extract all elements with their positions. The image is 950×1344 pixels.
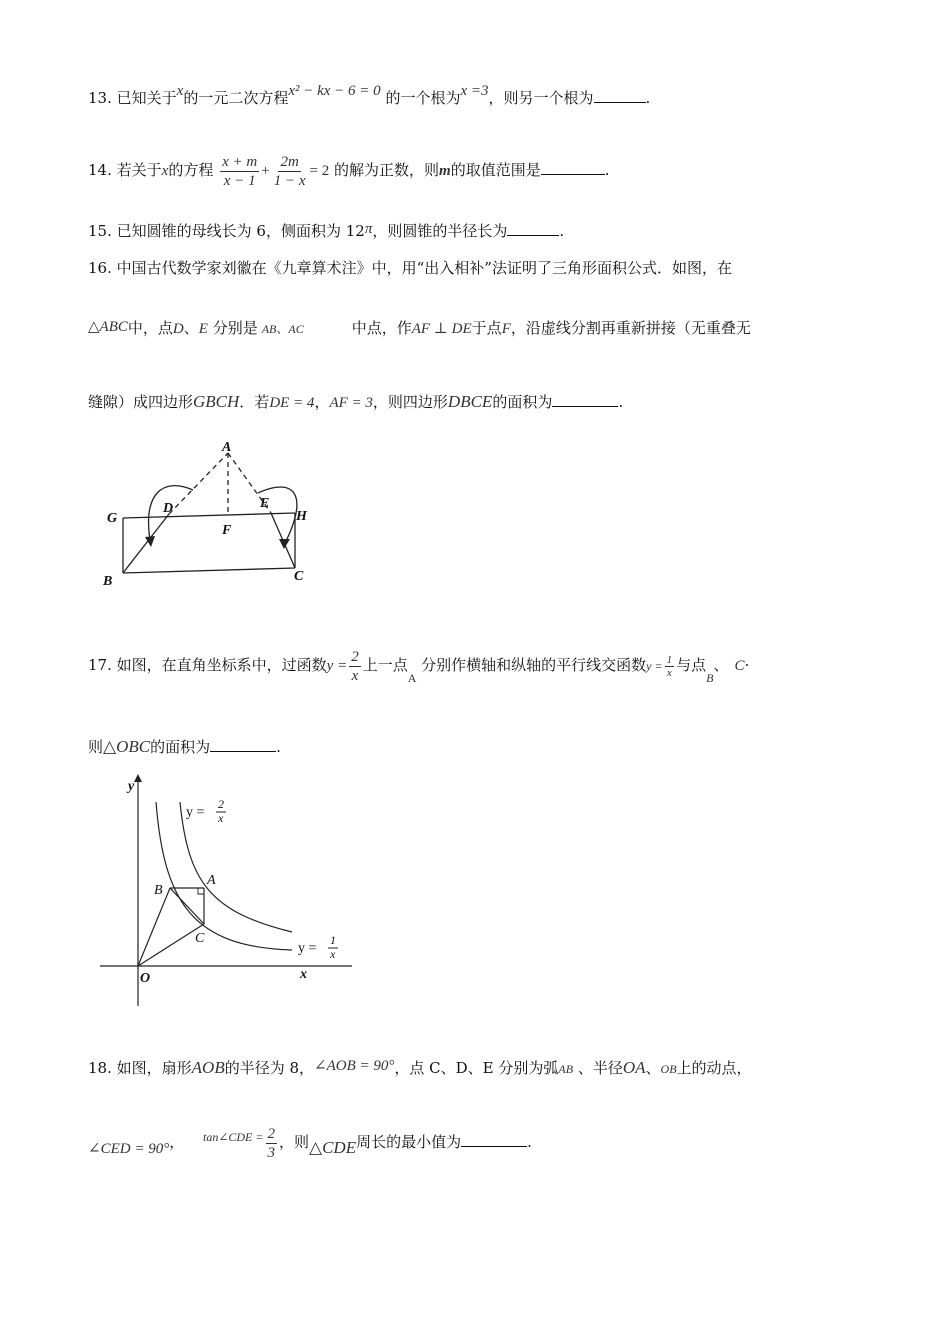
arrow-right-head [279,539,290,549]
label-c: C [294,569,304,584]
segment-bd [123,514,169,573]
curve-y-1-over-x [156,802,292,950]
origin-label: O [140,971,151,986]
segment-ob [138,888,170,966]
label-d: D [163,501,174,516]
y-axis-arrow [134,774,142,782]
question-16-line-3: 缝隙）成四边形GBCH．若DE = 4，AF = 3，则四边形DBCE的面积为 . [88,392,624,411]
label-f: F [222,523,232,538]
question-16-line-1: 16. 中国古代数学家刘徽在《九章算术注》中，用“出入相补”法证明了三角形面积公式．如图，在 [88,259,732,277]
question-17-line-2: 则△OBC的面积为 . [88,737,281,756]
q16-number: 16. [88,259,112,277]
question-15: 15. 已知圆锥的母线长为 6，侧面积为 12π，则圆锥的半径长为 . [88,221,565,240]
curve-2-label: y = [186,805,205,820]
label-b: B [154,883,163,898]
q14-fraction-2: $\frac{2m}{1 - x}$ [273,153,306,189]
answer-blank [507,221,559,236]
q17-fraction-2: $\frac{1}{x}$ [666,653,673,679]
curve-y-2-over-x [180,802,292,932]
segment-bc [123,568,295,573]
q17-figure [92,772,352,1012]
question-16-line-2: △ABC中，点D、E 分别是 AB、AC 中点，作AF ⊥ DE于点F，沿虚线分割再重新拼接（无重叠无 [88,319,751,337]
q13-number: 13. [88,89,112,107]
label-b: B [103,574,113,589]
answer-blank [461,1132,527,1147]
q17-fraction-1: $\frac{2}{x}$ [351,648,359,684]
label-e: E [260,496,270,511]
arrow-left-head [145,536,155,547]
curve-1-label: y = [298,941,317,956]
answer-blank [210,737,276,752]
segment-ad-dashed [169,453,228,514]
q14-fraction-1: $\frac{x + m}{x - 1}$ [222,153,258,189]
label-a: A [207,873,216,888]
q15-number: 15. [88,222,112,240]
q18-number: 18. [88,1059,112,1077]
right-angle-mark [198,888,204,894]
segment-bc [170,888,204,924]
curve-2-den: x [218,811,224,825]
answer-blank [541,160,605,175]
y-axis-label: y [128,779,135,794]
curve-1-num: 1 [330,933,336,947]
label-c: C [195,931,205,946]
q18-fraction: $\frac{2}{3}$ [267,1125,275,1161]
curve-1-den: x [330,947,336,961]
answer-blank [552,392,618,407]
x-axis-label: x [300,967,307,982]
answer-blank [594,88,646,103]
q14-number: 14. [88,161,112,179]
q17-number: 17. [88,656,112,674]
q13-equation: x² − kx − 6 = 0 [288,83,381,99]
label-a: A [222,440,232,455]
curve-2-num: 2 [218,797,224,811]
label-h: H [296,509,307,524]
question-14: 14. 若关于x的方程 $\frac{x + m}{x - 1}$ + $\frac{2m}{1 - x}$ = 2 的解为正数，则m的取值范围是 . [88,153,610,189]
question-18-line-1: 18. 如图，扇形AOB的半径为 8，∠AOB = 90°，点 C、D、E 分别为弧AB 、半径OA、OB上的动点， [88,1058,752,1077]
question-18-line-2: ∠CED = 90°， $^{tan\angle CDE =}$ $\frac{2}{3}$ ，则△CDE周长的最小值为 . [88,1125,532,1161]
label-g: G [107,511,118,526]
question-13: 13. 已知关于x的一元二次方程x² − kx − 6 = 0 的一个根为x =3，则另一个根为 . [88,83,651,107]
question-17-line-1: 17. 如图，在直角坐标系中，过函数y = $\frac{2}{x}$ 上一点$_A$ 分别作横轴和纵轴的平行线交函数y = $\frac{1}{x}$ 与点$_B$、 C· [88,648,750,685]
q16-figure [95,435,335,595]
